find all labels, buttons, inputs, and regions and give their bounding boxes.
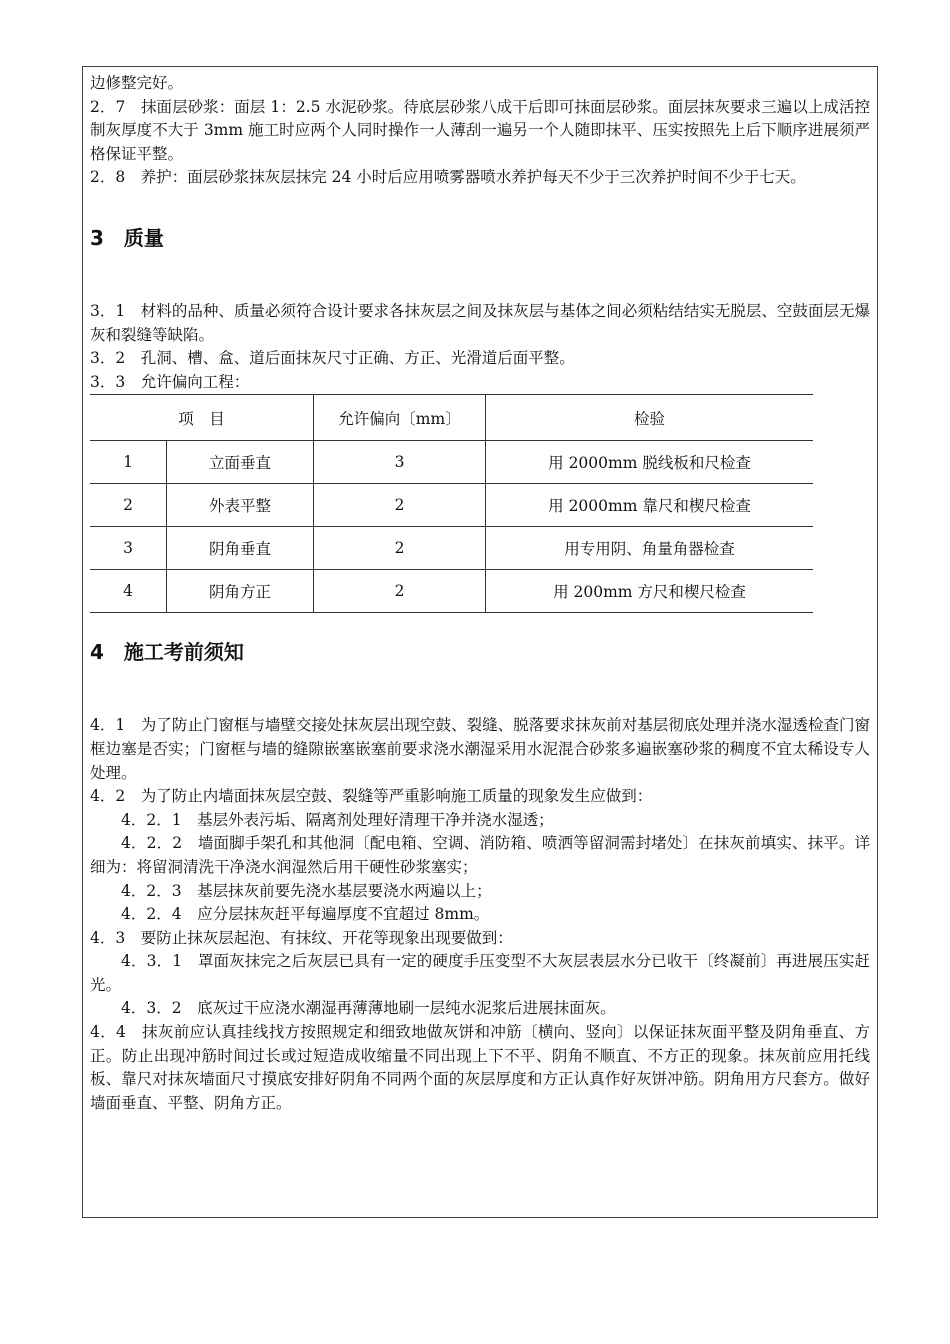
table-row — [90, 441, 813, 484]
row-method: 用专用阴、角量角器检查 — [486, 527, 814, 570]
row-item: 立面垂直 — [167, 441, 314, 484]
paragraph-4-1: 4．1 为了防止门窗框与墙壁交接处抹灰层出现空鼓、裂缝、脱落要求抹灰前对基层彻底处理并浇水湿透检查门窗框边塞是否实；门窗框与墙的缝隙嵌塞嵌塞前要求浇水潮湿采用水泥混合砂浆多遍嵌塞砂浆的稠度不宜太稀设专人处理。 — [90, 716, 870, 782]
document-body — [90, 72, 870, 1115]
table-header-row — [90, 395, 813, 441]
row-item: 阴角方正 — [167, 570, 314, 613]
paragraph-4-2: 4．2 为了防止内墙面抹灰层空鼓、裂缝等严重影响施工质量的现象发生应做到： — [90, 787, 653, 806]
row-tolerance: 3 — [314, 441, 486, 484]
row-tolerance: 2 — [314, 484, 486, 527]
section-3-heading: 3 质量 — [90, 225, 164, 250]
paragraph-3-2: 3．2 孔洞、槽、盒、道后面抹灰尺寸正确、方正、光滑道后面平整。 — [90, 349, 575, 368]
row-item: 外表平整 — [167, 484, 314, 527]
intro-paragraph-2-8: 2．8 养护：面层砂浆抹灰层抹完 24 小时后应用喷雾器喷水养护每天不少于三次养护时间不少于七天。 — [90, 168, 806, 187]
table-row — [90, 527, 813, 570]
intro-paragraph-2-7: 2．7 抹面层砂浆：面层 1：2.5 水泥砂浆。待底层砂浆八成干后即可抹面层砂浆。面层抹灰要求三遍以上成活控制灰厚度不大于 3mm 施工时应两个人同时操作一人薄刮一遍另一个人随即抹平、压实按照先上后下顺序进展须严格保证平整。 — [90, 97, 870, 163]
row-number: 3 — [90, 527, 167, 570]
paragraph-4-3: 4．3 要防止抹灰层起泡、有抹纹、开花等现象出现要做到： — [90, 928, 513, 947]
header-tolerance: 允许偏向〔mm〕 — [314, 395, 486, 441]
table-row — [90, 570, 813, 613]
paragraph-4-2-4: 4．2．4 应分层抹灰赶平每遍厚度不宜超过 8mm。 — [121, 905, 490, 924]
paragraph-4-2-1: 4．2．1 基层外表污垢、隔离剂处理好清理干净并浇水湿透； — [121, 810, 554, 829]
row-method: 用 2000mm 脱线板和尺检查 — [486, 441, 814, 484]
header-item: 项 目 — [90, 395, 314, 441]
row-number: 4 — [90, 570, 167, 613]
paragraph-3-3: 3．3 允许偏向工程： — [90, 372, 250, 391]
paragraph-4-2-2: 4．2．2 墙面脚手架孔和其他洞〔配电箱、空调、消防箱、喷洒等留洞需封堵处〕在抹灰前填实、抹平。详细为：将留洞清洗干净浇水润湿然后用干硬性砂浆塞实； — [90, 834, 870, 876]
tolerance-table — [90, 394, 813, 613]
row-tolerance: 2 — [314, 527, 486, 570]
paragraph-4-2-3: 4．2．3 基层抹灰前要先浇水基层要浇水两遍以上； — [121, 881, 492, 900]
row-item: 阴角垂直 — [167, 527, 314, 570]
paragraph-4-4: 4．4 抹灰前应认真挂线找方按照规定和细致地做灰饼和冲筋〔横向、竖向〕以保证抹灰面平整及阴角垂直、方正。防止出现冲筋时间过长或过短造成收缩量不同出现上下不平、阴角不顺直、不方正的现象。抹灰前应用托线板、靠尺对抹灰墙面尺寸摸底安排好阴角不同两个面的灰层厚度和方正认真作好灰饼冲筋。阴角用方尺套方。做好墙面垂直、平整、阴角方正。 — [90, 1023, 870, 1112]
row-method: 用 2000mm 靠尺和楔尺检查 — [486, 484, 814, 527]
row-tolerance: 2 — [314, 570, 486, 613]
row-method: 用 200mm 方尺和楔尺检查 — [486, 570, 814, 613]
row-number: 1 — [90, 441, 167, 484]
intro-paragraph-0: 边修整完好。 — [90, 74, 184, 92]
row-number: 2 — [90, 484, 167, 527]
paragraph-3-1: 3．1 材料的品种、质量必须符合设计要求各抹灰层之间及抹灰层与基体之间必须粘结结实无脱层、空鼓面层无爆灰和裂缝等缺陷。 — [90, 301, 870, 344]
paragraph-4-3-1: 4．3．1 罩面灰抹完之后灰层已具有一定的硬度手压变型不大灰层表层水分已收干〔终凝前〕再进展压实赶光。 — [90, 952, 870, 994]
table-row — [90, 484, 813, 527]
paragraph-4-3-2: 4．3．2 底灰过干应浇水潮湿再薄薄地刷一层纯水泥浆后进展抹面灰。 — [121, 999, 616, 1018]
header-inspection: 检验 — [486, 395, 814, 441]
section-4-heading: 4 施工考前须知 — [90, 640, 244, 665]
